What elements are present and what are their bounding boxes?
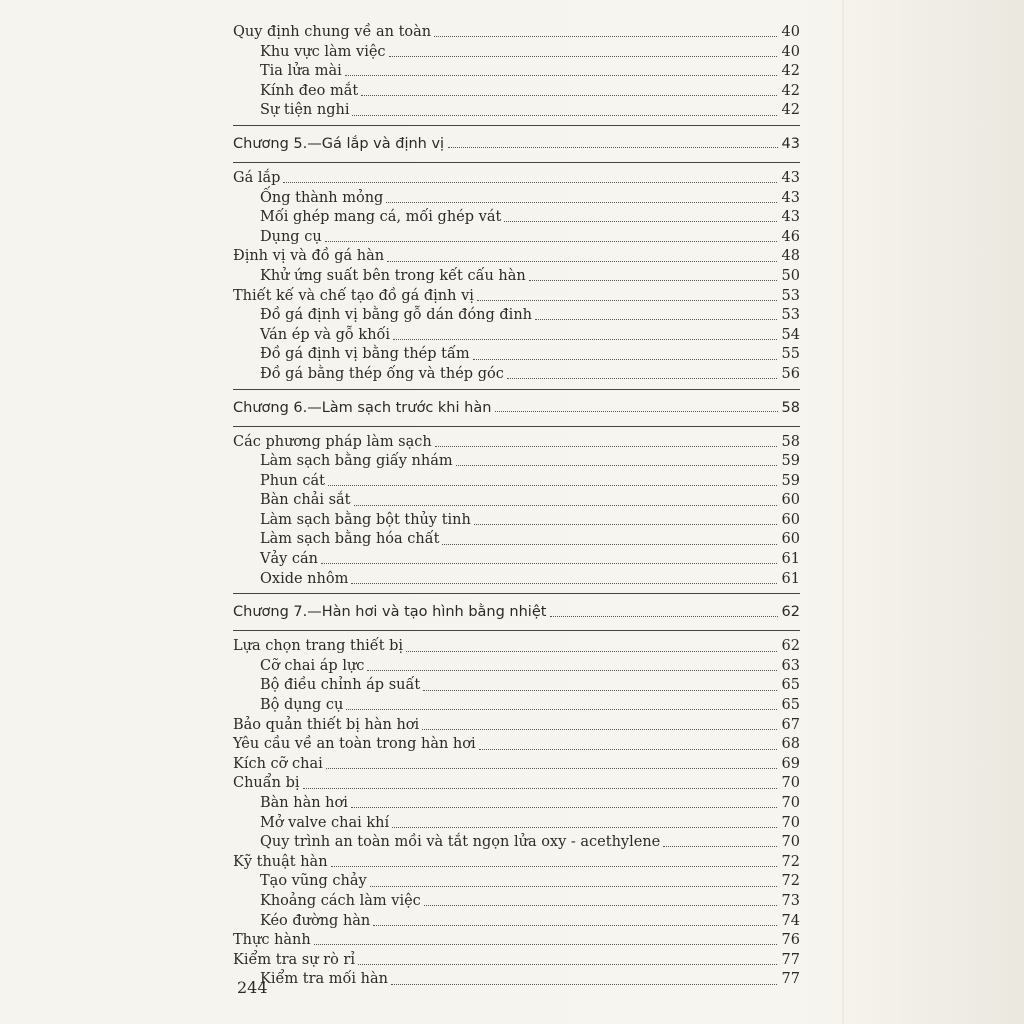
toc-subentry	[233, 696, 800, 716]
toc-chapter-heading	[233, 125, 800, 163]
dot-leader	[314, 944, 777, 945]
dot-leader	[434, 36, 777, 37]
toc-page-number: 60	[781, 531, 800, 548]
toc-page-number: 56	[781, 365, 800, 382]
toc-page-number: 65	[781, 697, 800, 714]
toc-page-number: 43	[781, 189, 800, 206]
toc-title: Thiết kế và chế tạo đồ gá định vị	[233, 287, 474, 304]
dot-leader	[303, 788, 777, 789]
dot-leader	[479, 749, 777, 750]
toc-subentry	[233, 62, 800, 82]
toc-subentry	[233, 228, 800, 248]
toc-subentry	[233, 570, 800, 590]
toc-page-number: 50	[781, 267, 800, 284]
dot-leader	[373, 925, 777, 926]
toc-title: Lựa chọn trang thiết bị	[233, 638, 404, 655]
toc-page-number: 54	[781, 326, 800, 343]
toc-entry	[233, 951, 800, 971]
dot-leader	[535, 319, 777, 320]
toc-title: Các phương pháp làm sạch	[233, 433, 432, 450]
dot-leader	[663, 846, 777, 847]
dot-leader	[391, 984, 777, 985]
toc-page-number: 76	[781, 932, 800, 949]
toc-page-number: 70	[781, 775, 800, 792]
toc-title: Tia lửa mài	[260, 63, 342, 80]
toc-title: Kéo đường hàn	[260, 912, 371, 929]
toc-title: Bảo quản thiết bị hàn hơi	[233, 716, 420, 733]
dot-leader	[387, 261, 777, 262]
toc-title: Tạo vũng chảy	[260, 873, 367, 890]
toc-subentry	[233, 491, 800, 511]
toc-entry	[233, 23, 800, 43]
toc-page-number: 40	[781, 24, 800, 40]
toc-title: Quy định chung về an toàn	[233, 24, 432, 40]
toc-subentry	[233, 208, 800, 228]
toc-subentry	[233, 472, 800, 492]
dot-leader	[473, 359, 777, 360]
toc-page-number: 77	[781, 971, 800, 988]
toc-page-number: 46	[781, 228, 800, 245]
toc-title: Bàn hàn hơi	[260, 795, 348, 811]
toc-title: Định vị và đồ gá hàn	[233, 248, 385, 265]
toc-page-number: 74	[781, 912, 800, 929]
toc-title: Chương 6.—Làm sạch trước khi hàn	[233, 399, 492, 416]
toc-title: Kiểm tra sự rò rỉ	[233, 951, 355, 968]
toc-page-number: 60	[781, 492, 800, 509]
toc-title: Ống thành mỏng	[260, 189, 384, 206]
toc-page-number: 40	[781, 43, 800, 60]
dot-leader	[406, 651, 777, 652]
toc-title: Ván ép và gỗ khối	[260, 326, 391, 343]
toc-subentry	[233, 345, 800, 365]
toc-title: Làm sạch bằng giấy nhám	[260, 453, 453, 470]
toc-page-number: 43	[781, 169, 800, 186]
toc-title: Chương 7.—Hàn hơi và tạo hình bằng nhiệt	[233, 604, 547, 621]
toc-title: Bàn chải sắt	[260, 492, 351, 509]
dot-leader	[346, 709, 777, 710]
toc-subentry	[233, 970, 800, 990]
toc-page-number: 69	[781, 755, 800, 772]
toc-title: Oxide nhôm	[260, 570, 349, 587]
dot-leader	[495, 411, 777, 412]
dot-leader	[393, 339, 777, 340]
toc-page-number: 55	[781, 346, 800, 363]
toc-title: Khu vực làm việc	[260, 43, 386, 60]
dot-leader	[370, 886, 777, 887]
toc-subentry	[233, 189, 800, 209]
toc-entry	[233, 853, 800, 873]
dot-leader	[448, 147, 777, 148]
toc-page-number: 61	[781, 551, 800, 568]
toc-title: Mở valve chai khí	[260, 814, 390, 831]
dot-leader	[351, 583, 777, 584]
toc-page-number: 70	[781, 795, 800, 811]
dot-leader	[392, 827, 777, 828]
toc-entry	[233, 637, 800, 657]
dot-leader	[283, 182, 777, 183]
toc-subentry	[233, 550, 800, 570]
toc-title: Chương 5.—Gá lắp và định vị	[233, 135, 445, 152]
toc-page-number: 62	[781, 604, 800, 621]
toc-subentry	[233, 530, 800, 550]
toc-title: Phun cát	[260, 472, 325, 489]
dot-leader	[328, 485, 777, 486]
toc-page-number: 42	[781, 102, 800, 119]
toc-title: Mối ghép mang cá, mối ghép vát	[260, 209, 502, 226]
toc-subentry	[233, 676, 800, 696]
toc-page-number: 59	[781, 472, 800, 489]
toc-page-number: 53	[781, 307, 800, 324]
dot-leader	[435, 446, 777, 447]
toc-subentry	[233, 267, 800, 287]
dot-leader	[331, 866, 777, 867]
toc-entry	[233, 287, 800, 307]
dot-leader	[351, 807, 777, 808]
toc-title: Sự tiện nghi	[260, 102, 350, 119]
toc-page-number: 68	[781, 736, 800, 753]
toc-page-number: 77	[781, 951, 800, 968]
dot-leader	[477, 300, 777, 301]
toc-subentry	[233, 511, 800, 531]
toc-title: Vảy cán	[260, 551, 319, 568]
toc-subentry	[233, 657, 800, 677]
page-shadow	[834, 0, 1024, 1024]
dot-leader	[325, 241, 777, 242]
toc-title: Gá lắp	[233, 169, 281, 186]
toc-entry	[233, 433, 800, 453]
toc-title: Đồ gá định vị bằng gỗ dán đóng đinh	[260, 307, 532, 324]
toc-subentry	[233, 833, 800, 853]
toc-page-number: 63	[781, 657, 800, 674]
toc-title: Chuẩn bị	[233, 775, 300, 792]
toc-page-number: 67	[781, 716, 800, 733]
dot-leader	[504, 221, 777, 222]
dot-leader	[442, 544, 777, 545]
page-fold	[842, 0, 844, 1024]
toc-title: Kiểm tra mối hàn	[260, 971, 388, 988]
toc-page-number: 73	[781, 892, 800, 909]
toc-subentry	[233, 892, 800, 912]
dot-leader	[424, 905, 777, 906]
toc-title: Bộ dụng cụ	[260, 697, 344, 714]
toc-title: Làm sạch bằng bột thủy tinh	[260, 511, 471, 528]
toc-entry	[233, 716, 800, 736]
toc-subentry	[233, 306, 800, 326]
dot-leader	[345, 75, 777, 76]
toc-page-number: 43	[781, 135, 800, 152]
toc-entry	[233, 169, 800, 189]
dot-leader	[326, 768, 777, 769]
dot-leader	[361, 95, 777, 96]
dot-leader	[474, 524, 777, 525]
toc-subentry	[233, 326, 800, 346]
toc-subentry	[233, 43, 800, 63]
toc-title: Cỡ chai áp lực	[260, 657, 365, 674]
toc-subentry	[233, 101, 800, 121]
toc-subentry	[233, 814, 800, 834]
toc-title: Làm sạch bằng hóa chất	[260, 531, 440, 548]
toc-title: Dụng cụ	[260, 228, 322, 245]
toc-page-number: 58	[781, 399, 800, 416]
toc-page-number: 62	[781, 638, 800, 655]
toc-subentry	[233, 452, 800, 472]
dot-leader	[354, 505, 777, 506]
page-number: 244	[237, 978, 268, 997]
toc-page-number: 61	[781, 570, 800, 587]
toc-page-number: 42	[781, 63, 800, 80]
toc-title: Quy trình an toàn mồi và tắt ngọn lửa oxy - acethylene	[260, 834, 661, 851]
toc-page-number: 48	[781, 248, 800, 265]
dot-leader	[456, 465, 777, 466]
toc-subentry	[233, 365, 800, 385]
dot-leader	[352, 115, 777, 116]
toc-page-number: 72	[781, 873, 800, 890]
toc-title: Đồ gá định vị bằng thép tấm	[260, 346, 470, 363]
toc-title: Thực hành	[233, 932, 311, 949]
toc-page-number: 59	[781, 453, 800, 470]
dot-leader	[389, 56, 777, 57]
toc-title: Kích cỡ chai	[233, 755, 323, 772]
dot-leader	[529, 280, 777, 281]
toc-title: Khoảng cách làm việc	[260, 892, 421, 909]
dot-leader	[507, 378, 777, 379]
toc-subentry	[233, 82, 800, 102]
toc-entry	[233, 931, 800, 951]
dot-leader	[358, 964, 777, 965]
toc-title: Kính đeo mắt	[260, 82, 359, 99]
toc-subentry	[233, 912, 800, 932]
table-of-contents	[233, 23, 800, 990]
toc-subentry	[233, 872, 800, 892]
dot-leader	[550, 616, 777, 617]
toc-page-number: 65	[781, 677, 800, 694]
toc-page-number: 70	[781, 814, 800, 831]
dot-leader	[386, 202, 777, 203]
toc-entry	[233, 755, 800, 775]
toc-title: Yêu cầu về an toàn trong hàn hơi	[233, 736, 476, 753]
toc-chapter-heading	[233, 593, 800, 631]
toc-title: Kỹ thuật hàn	[233, 853, 328, 870]
toc-page-number: 53	[781, 287, 800, 304]
dot-leader	[321, 563, 777, 564]
toc-title: Đồ gá bằng thép ống và thép góc	[260, 365, 504, 382]
toc-entry	[233, 774, 800, 794]
toc-title: Bộ điều chỉnh áp suất	[260, 677, 421, 694]
toc-page-number: 58	[781, 433, 800, 450]
toc-title: Khử ứng suất bên trong kết cấu hàn	[260, 267, 526, 284]
toc-page-number: 72	[781, 853, 800, 870]
toc-page-number: 43	[781, 209, 800, 226]
toc-entry	[233, 247, 800, 267]
dot-leader	[422, 729, 777, 730]
toc-entry	[233, 735, 800, 755]
dot-leader	[367, 670, 777, 671]
dot-leader	[423, 690, 777, 691]
toc-page-number: 70	[781, 834, 800, 851]
toc-chapter-heading	[233, 389, 800, 427]
toc-subentry	[233, 794, 800, 814]
toc-page-number: 60	[781, 511, 800, 528]
toc-page-number: 42	[781, 82, 800, 99]
